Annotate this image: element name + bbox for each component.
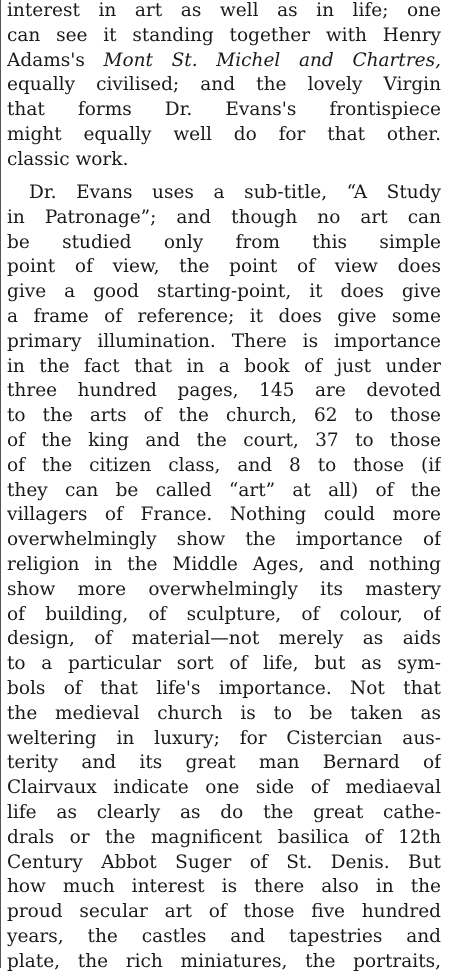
text-line: Clairvaux indicate one side of mediaeval [7, 777, 441, 799]
text-line: Dr. Evans uses a sub-title, “A Study [29, 182, 441, 203]
text-line: they can be called “art” at all) of the [7, 479, 441, 501]
text-line: years, the castles and tapestries and [7, 926, 441, 947]
text-line: design, of material—not merely as aids [7, 628, 441, 650]
text-line: be studied only from this simple [7, 231, 441, 253]
text-line: the medieval church is to be taken as [7, 702, 441, 724]
text-line: life as clearly as do the great cathe- [7, 802, 441, 823]
text-line: that forms Dr. Evans's frontispiece [7, 99, 441, 121]
text-line: equally civilised; and the lovely Virgin [7, 74, 441, 96]
text-line: of building, of sculpture, of colour, of [7, 603, 441, 625]
text-line: point of view, the point of view does [7, 256, 441, 278]
text-line: can see it standing together with Henry [7, 24, 441, 46]
text-line: villagers of France. Nothing could more [7, 504, 441, 526]
text-line: proud secular art of those five hundred [7, 901, 441, 923]
text-line-with-title [7, 49, 441, 74]
text-line: in the fact that in a book of just under [7, 355, 441, 377]
text-line: give a good starting-point, it does give [7, 281, 441, 303]
text-line: overwhelmingly show the importance of [7, 529, 441, 551]
text-line: to the arts of the church, 62 to those [7, 405, 441, 427]
text-line: show more overwhelmingly its mastery [7, 578, 441, 600]
text-line: a frame of reference; it does give some [7, 306, 441, 327]
text-line: terity and its great man Bernard of [7, 752, 441, 774]
text-line: how much interest is there also in the [7, 876, 441, 898]
book-title: Mont St. Michel and Chartres, [103, 49, 441, 71]
text-line: religion in the Middle Ages, and nothing [7, 554, 441, 575]
text-line: plate, the rich miniatures, the portraits, [7, 950, 441, 972]
text-line: in Patronage”; and though no art can [7, 206, 441, 228]
text-line: weltering in luxury; for Cistercian aus- [7, 727, 441, 749]
text-line: Century Abbot Suger of St. Denis. But [7, 851, 441, 873]
text-line: drals or the magnificent basilica of 12th [7, 826, 441, 848]
text-fragment: Adams's [7, 49, 104, 71]
text-line: of the king and the court, 37 to those [7, 430, 441, 451]
text-line: primary illumination. There is importance [7, 330, 441, 352]
text-line: classic work. [7, 148, 129, 170]
text-line: of the citizen class, and 8 to those (if [7, 454, 441, 476]
text-line: to a particular sort of life, but as sym- [7, 653, 441, 675]
text-line: might equally well do for that other. [7, 124, 441, 145]
text-line: three hundred pages, 145 are devoted [7, 380, 441, 402]
text-line: interest in art as well as in life; one [7, 0, 441, 21]
text-line: bols of that life's importance. Not that [7, 678, 441, 699]
